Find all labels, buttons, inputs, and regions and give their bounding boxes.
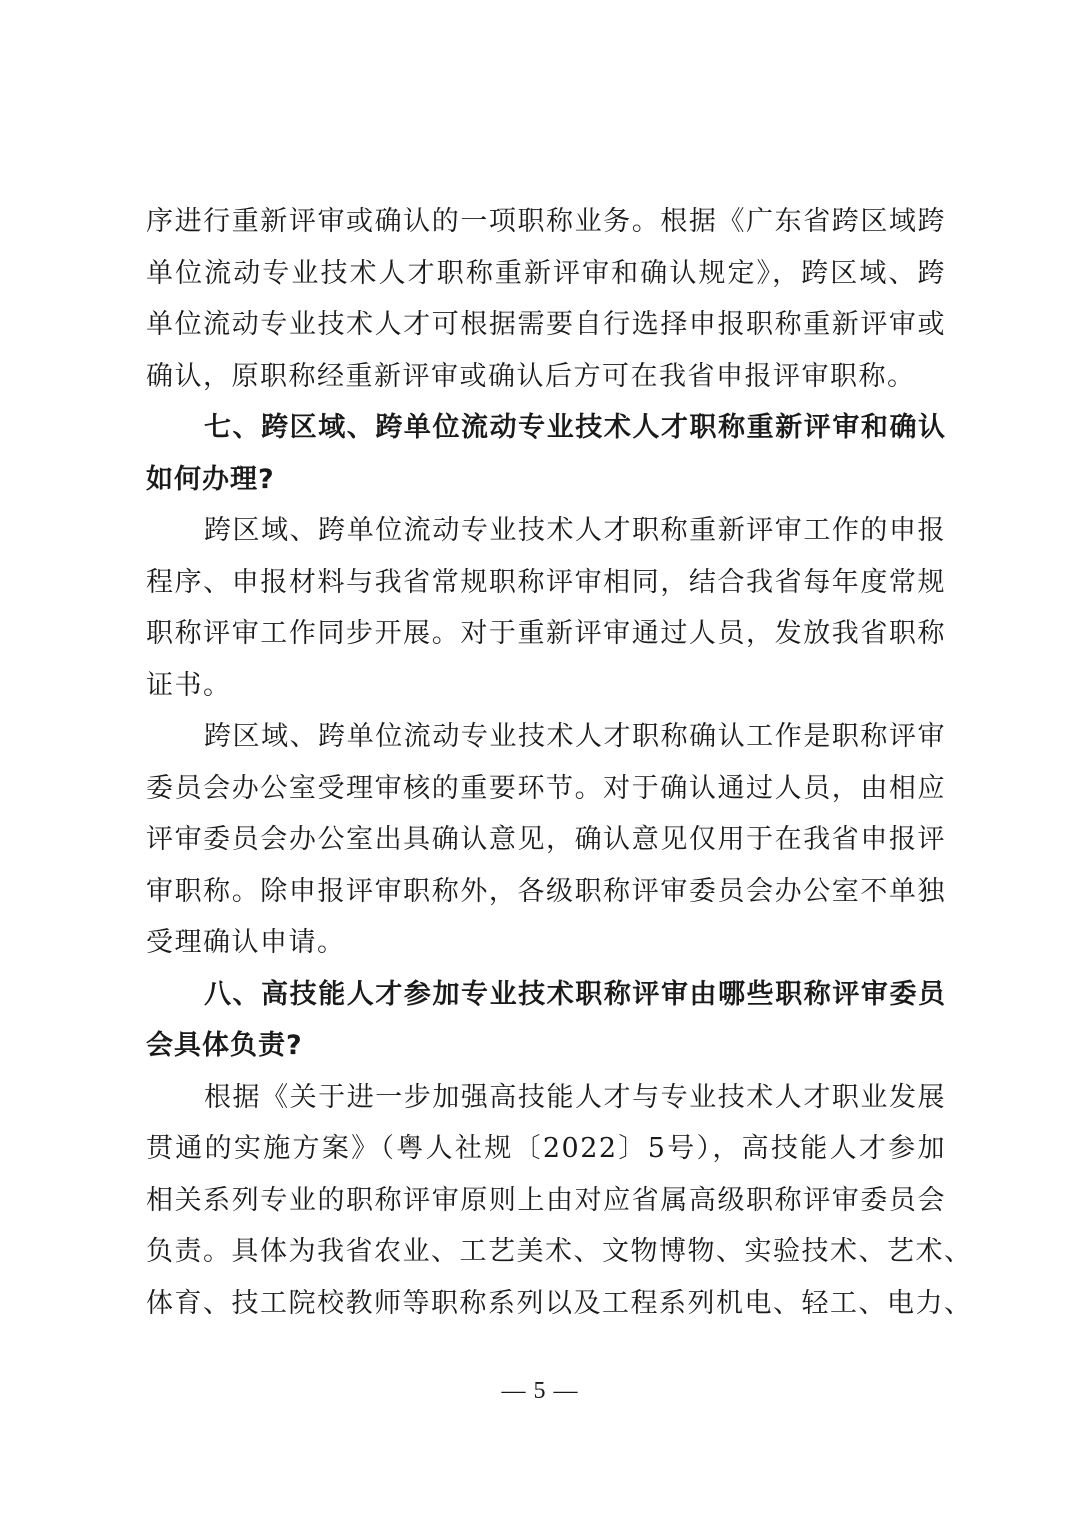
- text-line: 相关系列专业的职称评审原则上由对应省属高级职称评审委员会: [146, 1184, 946, 1216]
- heading-line: 八、高技能人才参加专业技术职称评审由哪些职称评审委员: [204, 978, 946, 1010]
- text-line: 体育、技工院校教师等职称系列以及工程系列机电、轻工、电力、: [146, 1287, 973, 1319]
- text-line: 单位流动专业技术人才可根据需要自行选择申报职称重新评审或: [146, 309, 946, 340]
- text-line: 单位流动专业技术人才职称重新评审和确认规定》，跨区域、跨: [146, 257, 946, 289]
- heading-line: 七、跨区域、跨单位流动专业技术人才职称重新评审和确认: [204, 412, 946, 443]
- text-line: 程序、申报材料与我省常规职称评审相同，结合我省每年度常规: [146, 566, 946, 598]
- paragraph-confirmation: [146, 711, 946, 969]
- text-line: 根据《关于进一步加强高技能人才与专业技术人才职业发展: [204, 1081, 946, 1113]
- text-line: 审职称。除申报评审职称外，各级职称评审委员会办公室不单独: [146, 875, 946, 907]
- text-line: 委员会办公室受理审核的重要环节。对于确认通过人员，由相应: [146, 772, 946, 804]
- paragraph-cross-region-definition: [146, 196, 946, 402]
- text-line: 贯通的实施方案》（粤人社规〔2022〕5号），高技能人才参加: [146, 1133, 946, 1164]
- section-heading-8: [146, 969, 946, 1072]
- text-line: 评审委员会办公室出具确认意见，确认意见仅用于在我省申报评: [146, 824, 946, 855]
- text-line: 职称评审工作同步开展。对于重新评审通过人员，发放我省职称: [146, 618, 946, 649]
- text-line: 序进行重新评审或确认的一项职称业务。根据《广东省跨区域跨: [146, 206, 946, 237]
- text-line: 负责。具体为我省农业、工艺美术、文物博物、实验技术、艺术、: [146, 1236, 973, 1267]
- text-line: 确认，原职称经重新评审或确认后方可在我省申报评审职称。: [146, 360, 916, 392]
- text-line: 跨区域、跨单位流动专业技术人才职称确认工作是职称评审: [204, 721, 946, 752]
- text-line: 受理确认申请。: [146, 927, 346, 958]
- paragraph-re-evaluation: [146, 505, 946, 711]
- text-line: 跨区域、跨单位流动专业技术人才职称重新评审工作的申报: [204, 515, 946, 546]
- heading-line: 如何办理?: [146, 463, 275, 495]
- heading-line: 会具体负责?: [146, 1030, 303, 1061]
- document-body: [146, 196, 973, 1329]
- text-line: 证书。: [146, 669, 232, 701]
- paragraph-high-skill-talent: [146, 1072, 973, 1330]
- page-number: — 5 —: [501, 1378, 579, 1404]
- section-heading-7: [146, 402, 946, 505]
